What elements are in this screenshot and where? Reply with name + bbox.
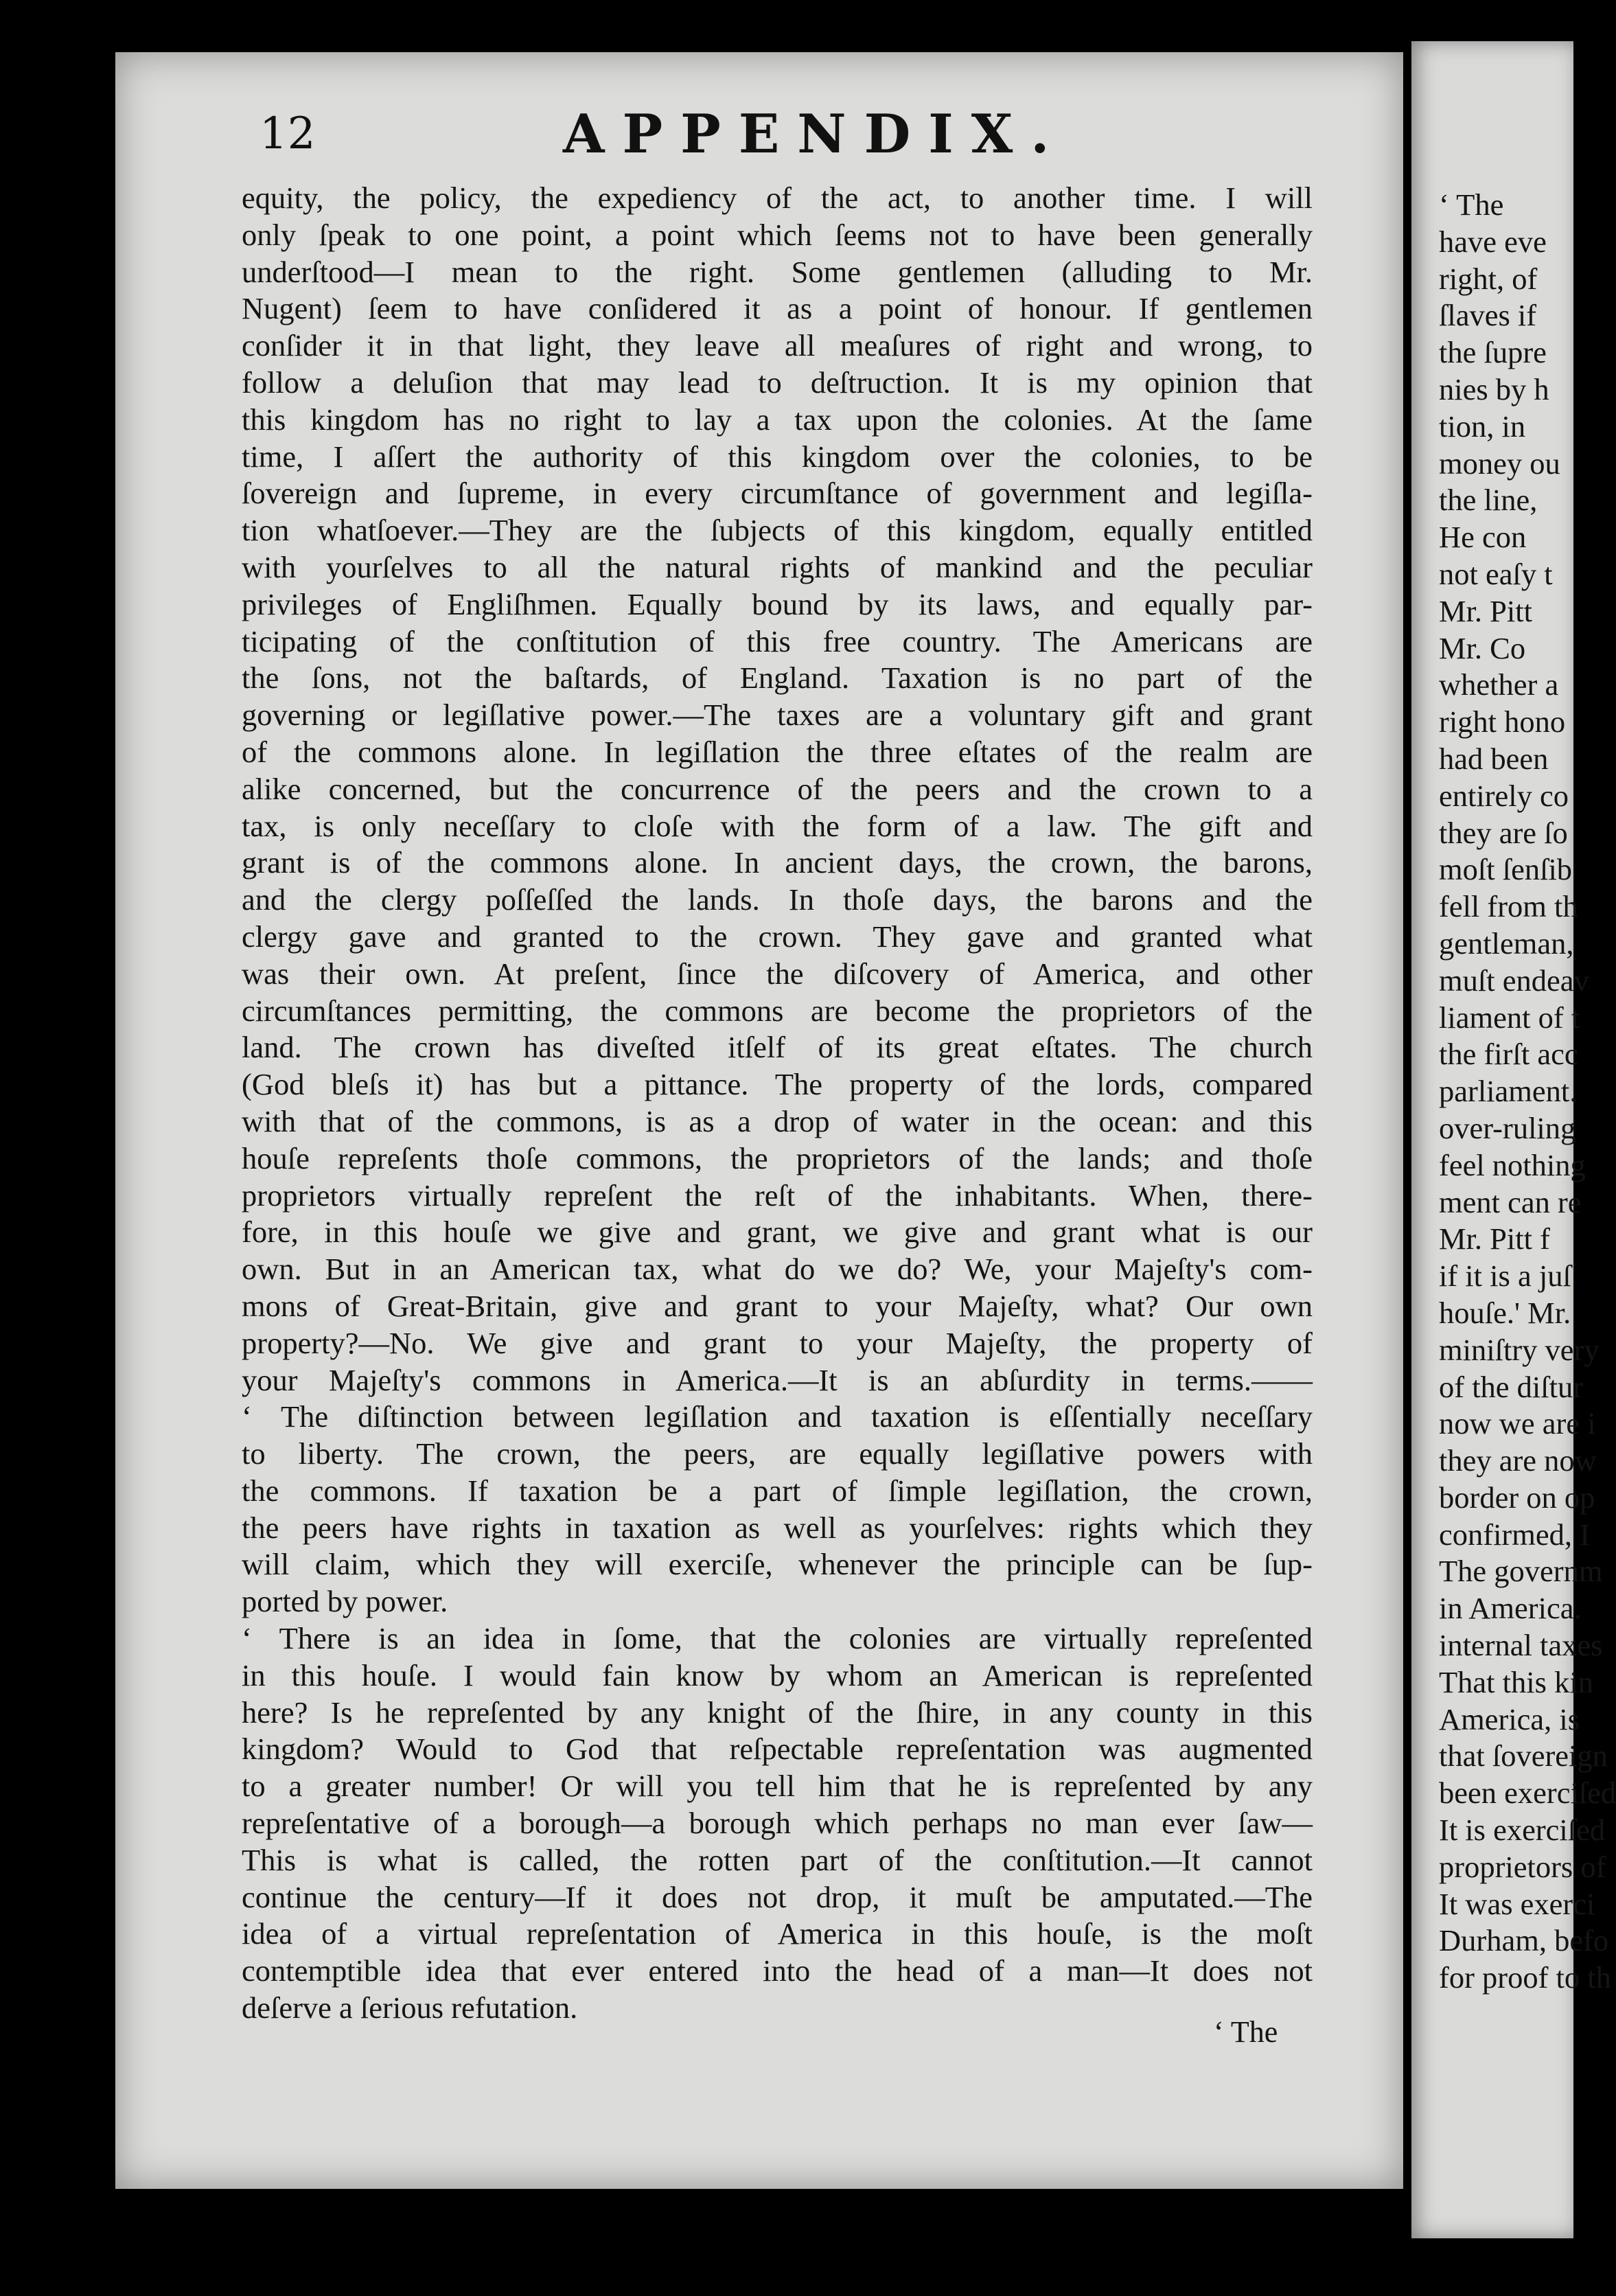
fragment-line: the firſt acc — [1439, 1037, 1578, 1072]
fragment-line: America, is — [1439, 1701, 1580, 1736]
fragment-line: not eaſy t — [1439, 556, 1553, 591]
fragment-line: tion, in — [1439, 409, 1526, 444]
text-line: Nugent) ſeem to have conſidered it as a point of honour. If gentlemen — [242, 291, 1313, 326]
fragment-line: now we are i — [1439, 1406, 1596, 1441]
fragment-line: if it is a juſ — [1439, 1259, 1571, 1294]
page-number: 12 — [259, 108, 316, 159]
fragment-line: they are ſo — [1439, 815, 1568, 850]
fragment-line: that ſovereign — [1439, 1738, 1608, 1773]
fragment-line: Mr. Pitt f — [1439, 1221, 1550, 1256]
text-line: privileges of Engliſhmen. Equally bound by its laws, and equally par- — [242, 586, 1313, 621]
body-text — [242, 180, 1313, 2027]
text-line: ported by power. — [242, 1584, 448, 1619]
text-line: to a greater number! Or will you tell him that he is repreſented by any — [242, 1769, 1313, 1804]
text-line: of the commons alone. In legiſlation the three eſtates of the realm are — [242, 734, 1313, 769]
fragment-line: Mr. Pitt — [1439, 593, 1533, 628]
fragment-line: money ou — [1439, 446, 1560, 481]
text-line: only ſpeak to one point, a point which ſeems not to have been generally — [242, 217, 1313, 252]
text-line: ‘ There is an idea in ſome, that the colonies are virtually repreſented — [242, 1621, 1313, 1656]
text-line: with yourſelves to all the natural rights of mankind and the peculiar — [242, 549, 1313, 584]
running-head: APPENDIX. — [563, 103, 1067, 165]
text-line: here? Is he repreſented by any knight of the ſhire, in any county in this — [242, 1695, 1313, 1730]
fragment-line: liament of t — [1439, 1000, 1580, 1035]
fragment-line: internal taxes — [1439, 1628, 1603, 1663]
fragment-line: moſt ſenſib — [1439, 852, 1573, 887]
catchword: ‘ The — [1214, 2015, 1278, 2049]
text-line: idea of a virtual repreſentation of America in this houſe, is the moſt — [242, 1916, 1313, 1951]
text-line: repreſentative of a borough—a borough which perhaps no man ever ſaw— — [242, 1806, 1313, 1841]
fragment-line: ſlaves if — [1439, 298, 1537, 333]
text-line: the commons. If taxation be a part of ſimple legiſlation, the crown, — [242, 1473, 1313, 1508]
fragment-line: of the diſtur — [1439, 1369, 1584, 1404]
text-line: ‘ The diſtinction between legiſlation and taxation is eſſentially neceſſary — [242, 1399, 1313, 1434]
text-line: tion whatſoever.—They are the ſubjects of this kingdom, equally entitled — [242, 513, 1313, 548]
fragment-line: muſt endeav — [1439, 963, 1589, 998]
text-line: circumſtances permitting, the commons are become the proprietors of the — [242, 993, 1313, 1028]
fragment-line: confirmed, I — [1439, 1517, 1590, 1552]
fragment-line: right, of — [1439, 261, 1538, 296]
text-line: houſe repreſents thoſe commons, the proprietors of the lands; and thoſe — [242, 1140, 1313, 1175]
text-line: land. The crown has diveſted itſelf of its great eſtates. The church — [242, 1030, 1313, 1065]
text-line: alike concerned, but the concurrence of the peers and the crown to a — [242, 771, 1313, 806]
text-line: underſtood—I mean to the right. Some gentlemen (alluding to Mr. — [242, 254, 1313, 289]
text-line: governing or legiſlative power.—The taxes are a voluntary gift and grant — [242, 698, 1313, 733]
fragment-line: the ſupre — [1439, 335, 1547, 370]
text-line: will claim, which they will exerciſe, whenever the principle can be ſup- — [242, 1547, 1313, 1582]
text-line: to liberty. The crown, the peers, are equally legiſlative powers with — [242, 1436, 1313, 1471]
text-line: this kingdom has no right to lay a tax upon the colonies. At the ſame — [242, 402, 1313, 437]
fragment-line: had been — [1439, 741, 1549, 776]
fragment-line: over-ruling — [1439, 1110, 1576, 1145]
text-line: This is what is called, the rotten part of the conſtitution.—It cannot — [242, 1842, 1313, 1877]
text-line: mons of Great-Britain, give and grant to your Majeſty, what? Our own — [242, 1288, 1313, 1323]
fragment-line: That this kin — [1439, 1664, 1593, 1699]
fragment-line: ment can re — [1439, 1184, 1582, 1219]
fragment-line: Mr. Co — [1439, 630, 1526, 665]
text-line: with that of the commons, is as a drop of water in the ocean: and this — [242, 1103, 1313, 1138]
fragment-line: He con — [1439, 520, 1527, 555]
fragment-line: It was exerci — [1439, 1886, 1595, 1921]
fragment-line: been exerciſed — [1439, 1776, 1616, 1811]
fragment-line: fell from th — [1439, 889, 1578, 924]
fragment-line: border on op — [1439, 1480, 1595, 1515]
fragment-line: It is exerciſed — [1439, 1813, 1606, 1848]
text-line: continue the century—If it does not drop, it muſt be amputated.—The — [242, 1879, 1313, 1914]
text-line: contemptible idea that ever entered into the head of a man—It does not — [242, 1953, 1313, 1988]
text-line: kingdom? Would to God that reſpectable repreſentation was augmented — [242, 1732, 1313, 1767]
text-line: in this houſe. I would fain know by whom an American is repreſented — [242, 1657, 1313, 1692]
fragment-line: whether a — [1439, 667, 1559, 702]
text-line: grant is of the commons alone. In ancient days, the crown, the barons, — [242, 845, 1313, 880]
text-line: property?—No. We give and grant to your Majeſty, the property of — [242, 1325, 1313, 1360]
fragment-line: nies by h — [1439, 371, 1549, 406]
fragment-line: houſe.' Mr. — [1439, 1295, 1571, 1330]
text-line: ticipating of the conſtitution of this free country. The Americans are — [242, 623, 1313, 658]
fragment-line: miniſtry very — [1439, 1332, 1600, 1367]
text-line: was their own. At preſent, ſince the diſcovery of America, and other — [242, 956, 1313, 991]
text-line: own. But in an American tax, what do we do? We, your Majeſty's com- — [242, 1252, 1313, 1287]
fragment-line: they are now — [1439, 1443, 1597, 1478]
fragment-line: parliament. — [1439, 1074, 1578, 1109]
text-line: the peers have rights in taxation as well as yourſelves: rights which they — [242, 1510, 1313, 1545]
fragment-line: have eve — [1439, 224, 1547, 259]
fragment-line: The governm — [1439, 1554, 1603, 1589]
fragment-line: Durham, befo — [1439, 1923, 1609, 1958]
fragment-line: feel nothing — [1439, 1147, 1586, 1182]
text-line: deſerve a ſerious refutation. — [242, 1990, 578, 2025]
fragment-line: in America. — [1439, 1591, 1582, 1626]
fragment-line: gentleman, — [1439, 926, 1574, 961]
text-line: ſovereign and ſupreme, in every circumſtance of government and legiſla- — [242, 476, 1313, 511]
text-line: proprietors virtually repreſent the reſt of the inhabitants. When, there- — [242, 1178, 1313, 1213]
text-line: fore, in this houſe we give and grant, we give and grant what is our — [242, 1215, 1313, 1250]
text-line: tax, is only neceſſary to cloſe with the form of a law. The gift and — [242, 808, 1313, 843]
fragment-line: the line, — [1439, 483, 1538, 518]
fragment-line: for proof to th — [1439, 1960, 1611, 1995]
right-page-fragment-text — [1439, 187, 1616, 1997]
fragment-line: entirely co — [1439, 778, 1569, 813]
text-line: your Majeſty's commons in America.—It is an abſurdity in terms.—— — [242, 1362, 1313, 1397]
text-line: follow a deluſion that may lead to deſtruction. It is my opinion that — [242, 365, 1313, 400]
text-line: equity, the policy, the expediency of the act, to another time. I will — [242, 181, 1313, 215]
text-line: clergy gave and granted to the crown. They gave and granted what — [242, 919, 1313, 954]
fragment-line: right hono — [1439, 704, 1566, 739]
text-line: time, I aſſert the authority of this kingdom over the colonies, to be — [242, 439, 1313, 474]
text-line: and the clergy poſſeſſed the lands. In thoſe days, the barons and the — [242, 882, 1313, 917]
text-line: (God bleſs it) has but a pittance. The property of the lords, compared — [242, 1067, 1313, 1102]
fragment-line: proprietors of — [1439, 1849, 1606, 1884]
fragment-line: ‘ The — [1439, 187, 1504, 222]
text-line: conſider it in that light, they leave all meaſures of right and wrong, to — [242, 328, 1313, 363]
text-line: the ſons, not the baſtards, of England. Taxation is no part of the — [242, 661, 1313, 696]
